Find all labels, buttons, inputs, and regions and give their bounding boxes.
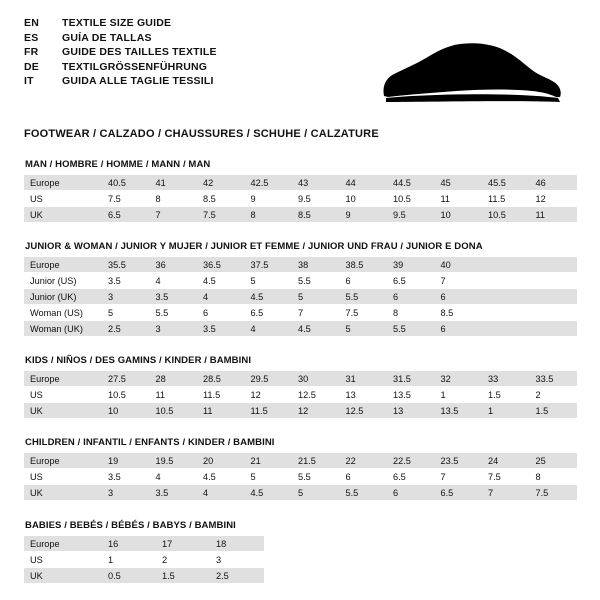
- cell: 8.5: [435, 305, 483, 321]
- row-header: Europe: [24, 536, 102, 552]
- table-row: [24, 191, 577, 207]
- cell: 6.5: [435, 485, 483, 501]
- cell: 7: [292, 305, 340, 321]
- cell: 44.5: [387, 175, 435, 191]
- row-header: UK: [24, 403, 102, 419]
- cell: 30: [292, 371, 340, 387]
- block-label: CHILDREN / INFANTIL / ENFANTS / KINDER / BAMBINI: [25, 437, 275, 448]
- cell: 9: [245, 191, 293, 207]
- cell: 13.5: [435, 403, 483, 419]
- table-row: [24, 321, 577, 337]
- cell: 4: [150, 273, 198, 289]
- table-row: [24, 289, 577, 305]
- cell: 5: [340, 321, 388, 337]
- table-row: [24, 552, 264, 568]
- cell: 12: [292, 403, 340, 419]
- row-header: Junior (US): [24, 273, 102, 289]
- cell: 21.5: [292, 453, 340, 469]
- size-table-junior-woman: [24, 256, 577, 336]
- cell: 8: [245, 207, 293, 223]
- cell: 38: [292, 257, 340, 273]
- language-title: GUIDE DES TAILLES TEXTILE: [62, 46, 217, 58]
- row-header: Europe: [24, 257, 102, 273]
- cell: 16: [102, 536, 156, 552]
- cell: 10.5: [482, 207, 530, 223]
- cell: 10.5: [387, 191, 435, 207]
- block-label: BABIES / BEBÉS / BÉBÉS / BABYS / BAMBINI: [25, 520, 236, 531]
- cell: 12: [245, 387, 293, 403]
- cell: 4.5: [292, 321, 340, 337]
- table-row: [24, 175, 577, 191]
- cell: 9.5: [387, 207, 435, 223]
- row-header: UK: [24, 485, 102, 501]
- cell: 42.5: [245, 175, 293, 191]
- cell: 7: [482, 485, 530, 501]
- language-code: ES: [24, 31, 39, 44]
- row-header: US: [24, 191, 102, 207]
- language-title: GUIDA ALLE TAGLIE TESSILI: [62, 75, 214, 87]
- language-row: [24, 31, 217, 46]
- row-header: US: [24, 552, 102, 568]
- cell: 6: [435, 321, 483, 337]
- cell: 7: [435, 469, 483, 485]
- language-code: IT: [24, 75, 34, 87]
- cell: 8.5: [292, 207, 340, 223]
- cell: 7.5: [482, 469, 530, 485]
- cell: 5.5: [292, 273, 340, 289]
- cell: 38.5: [340, 257, 388, 273]
- cell: 11: [197, 403, 245, 419]
- cell: 6: [340, 273, 388, 289]
- table-row: [24, 568, 264, 584]
- cell: 7.5: [197, 207, 245, 223]
- cell: 12: [530, 191, 578, 207]
- cell: 13.5: [387, 387, 435, 403]
- language-code: DE: [24, 60, 39, 73]
- cell: 28.5: [197, 371, 245, 387]
- cell: [482, 257, 530, 273]
- cell: 4.5: [245, 485, 293, 501]
- cell: [530, 289, 578, 305]
- table-row: [24, 371, 577, 387]
- row-header: Europe: [24, 371, 102, 387]
- language-title: GUÍA DE TALLAS: [62, 31, 152, 44]
- cell: 11.5: [197, 387, 245, 403]
- cell: 5.5: [292, 469, 340, 485]
- cell: 5: [245, 469, 293, 485]
- cell: 4.5: [197, 469, 245, 485]
- cell: 1: [102, 552, 156, 568]
- row-header: Europe: [24, 453, 102, 469]
- table-row: [24, 207, 577, 223]
- cell: 33.5: [530, 371, 578, 387]
- cell: [482, 305, 530, 321]
- cell: 6.5: [102, 207, 150, 223]
- block-label: KIDS / NIÑOS / DES GAMINS / KINDER / BAMBINI: [25, 355, 252, 366]
- cell: 43: [292, 175, 340, 191]
- cell: 1.5: [156, 568, 210, 584]
- cell: 28: [150, 371, 198, 387]
- row-header: Junior (UK): [24, 289, 102, 305]
- cell: 4: [197, 289, 245, 305]
- cell: 2: [530, 387, 578, 403]
- cell: 40.5: [102, 175, 150, 191]
- cell: 5.5: [150, 305, 198, 321]
- table-row: [24, 536, 264, 552]
- cell: 3: [150, 321, 198, 337]
- cell: 13: [340, 387, 388, 403]
- cell: 1.5: [530, 403, 578, 419]
- cell: 10.5: [150, 403, 198, 419]
- cell: 27.5: [102, 371, 150, 387]
- cell: 7: [435, 273, 483, 289]
- language-title: TEXTILE SIZE GUIDE: [62, 17, 172, 29]
- language-title: TEXTILGRÖSSENFÜHRUNG: [62, 60, 208, 73]
- cell: 3: [102, 289, 150, 305]
- cell: 5: [102, 305, 150, 321]
- cell: 2.5: [102, 321, 150, 337]
- table-row: [24, 305, 577, 321]
- language-row: [24, 60, 217, 75]
- block-kids: [24, 355, 576, 418]
- cell: [482, 289, 530, 305]
- cell: 42: [197, 175, 245, 191]
- cell: 36: [150, 257, 198, 273]
- size-table-man: [24, 174, 577, 222]
- cell: 5.5: [340, 485, 388, 501]
- dress-shoe-icon: [364, 34, 564, 114]
- cell: 4: [197, 485, 245, 501]
- cell: 20: [197, 453, 245, 469]
- row-header: Europe: [24, 175, 102, 191]
- cell: 12.5: [292, 387, 340, 403]
- cell: 3.5: [150, 289, 198, 305]
- cell: 3.5: [102, 469, 150, 485]
- cell: 5.5: [387, 321, 435, 337]
- size-table-children: [24, 452, 577, 500]
- cell: 1.5: [482, 387, 530, 403]
- cell: 19.5: [150, 453, 198, 469]
- cell: 11: [150, 387, 198, 403]
- row-header: UK: [24, 207, 102, 223]
- cell: 4: [245, 321, 293, 337]
- cell: 35.5: [102, 257, 150, 273]
- cell: 6: [435, 289, 483, 305]
- cell: 23.5: [435, 453, 483, 469]
- cell: 1: [482, 403, 530, 419]
- row-header: Woman (UK): [24, 321, 102, 337]
- cell: 36.5: [197, 257, 245, 273]
- cell: 3: [102, 485, 150, 501]
- cell: 2.5: [210, 568, 264, 584]
- cell: 5: [292, 289, 340, 305]
- cell: 10.5: [102, 387, 150, 403]
- cell: 37.5: [245, 257, 293, 273]
- cell: 6.5: [245, 305, 293, 321]
- cell: 31: [340, 371, 388, 387]
- cell: 3.5: [197, 321, 245, 337]
- cell: 41: [150, 175, 198, 191]
- row-header: US: [24, 469, 102, 485]
- language-code: EN: [24, 17, 39, 29]
- language-row: [24, 74, 217, 89]
- cell: 33: [482, 371, 530, 387]
- cell: 3.5: [150, 485, 198, 501]
- cell: 4.5: [197, 273, 245, 289]
- table-row: [24, 257, 577, 273]
- cell: 45: [435, 175, 483, 191]
- cell: 11.5: [482, 191, 530, 207]
- size-table-kids: [24, 370, 577, 418]
- cell: [482, 273, 530, 289]
- cell: 5: [292, 485, 340, 501]
- table-row: [24, 273, 577, 289]
- page-title: FOOTWEAR / CALZADO / CHAUSSURES / SCHUHE / CALZATURE: [24, 128, 379, 140]
- cell: 2: [156, 552, 210, 568]
- cell: 5.5: [340, 289, 388, 305]
- block-children: [24, 437, 576, 500]
- cell: [530, 321, 578, 337]
- cell: [530, 257, 578, 273]
- cell: 18: [210, 536, 264, 552]
- cell: 8: [387, 305, 435, 321]
- cell: 9.5: [292, 191, 340, 207]
- cell: 5: [245, 273, 293, 289]
- cell: 25: [530, 453, 578, 469]
- language-row: [24, 16, 217, 31]
- cell: 39: [387, 257, 435, 273]
- language-code: FR: [24, 46, 39, 58]
- cell: 31.5: [387, 371, 435, 387]
- cell: 40: [435, 257, 483, 273]
- language-row: [24, 45, 217, 60]
- cell: 21: [245, 453, 293, 469]
- page-header: [24, 16, 576, 114]
- cell: 6: [387, 485, 435, 501]
- table-row: [24, 485, 577, 501]
- cell: 8: [530, 469, 578, 485]
- cell: 32: [435, 371, 483, 387]
- table-row: [24, 387, 577, 403]
- row-header: Woman (US): [24, 305, 102, 321]
- cell: 10: [102, 403, 150, 419]
- cell: 8: [150, 191, 198, 207]
- cell: 6: [387, 289, 435, 305]
- block-label: JUNIOR & WOMAN / JUNIOR Y MUJER / JUNIOR ET FEMME / JUNIOR UND FRAU / JUNIOR E DONA: [25, 241, 483, 252]
- cell: 12.5: [340, 403, 388, 419]
- cell: 7: [150, 207, 198, 223]
- size-table-babies: [24, 535, 264, 583]
- cell: 45.5: [482, 175, 530, 191]
- cell: 10: [340, 191, 388, 207]
- cell: 7.5: [340, 305, 388, 321]
- cell: 22: [340, 453, 388, 469]
- cell: [530, 273, 578, 289]
- cell: 6.5: [387, 469, 435, 485]
- block-man: [24, 159, 576, 222]
- block-babies: [24, 520, 576, 583]
- table-row: [24, 469, 577, 485]
- block-junior-woman: [24, 241, 576, 336]
- cell: 46: [530, 175, 578, 191]
- cell: 6: [197, 305, 245, 321]
- row-header: UK: [24, 568, 102, 584]
- row-header: US: [24, 387, 102, 403]
- cell: 6.5: [387, 273, 435, 289]
- cell: 10: [435, 207, 483, 223]
- cell: 13: [387, 403, 435, 419]
- cell: 29.5: [245, 371, 293, 387]
- cell: 1: [435, 387, 483, 403]
- cell: [482, 321, 530, 337]
- cell: 4.5: [245, 289, 293, 305]
- cell: 11.5: [245, 403, 293, 419]
- cell: 19: [102, 453, 150, 469]
- table-row: [24, 453, 577, 469]
- cell: 3: [210, 552, 264, 568]
- cell: 44: [340, 175, 388, 191]
- cell: 6: [340, 469, 388, 485]
- cell: 8.5: [197, 191, 245, 207]
- cell: 3.5: [102, 273, 150, 289]
- table-row: [24, 403, 577, 419]
- cell: [530, 305, 578, 321]
- cell: 11: [530, 207, 578, 223]
- cell: 17: [156, 536, 210, 552]
- block-label: MAN / HOMBRE / HOMME / MANN / MAN: [25, 159, 211, 170]
- cell: 11: [435, 191, 483, 207]
- language-title-list: [24, 16, 217, 89]
- cell: 7.5: [102, 191, 150, 207]
- cell: 4: [150, 469, 198, 485]
- cell: 24: [482, 453, 530, 469]
- cell: 7.5: [530, 485, 578, 501]
- cell: 22.5: [387, 453, 435, 469]
- cell: 0.5: [102, 568, 156, 584]
- cell: 9: [340, 207, 388, 223]
